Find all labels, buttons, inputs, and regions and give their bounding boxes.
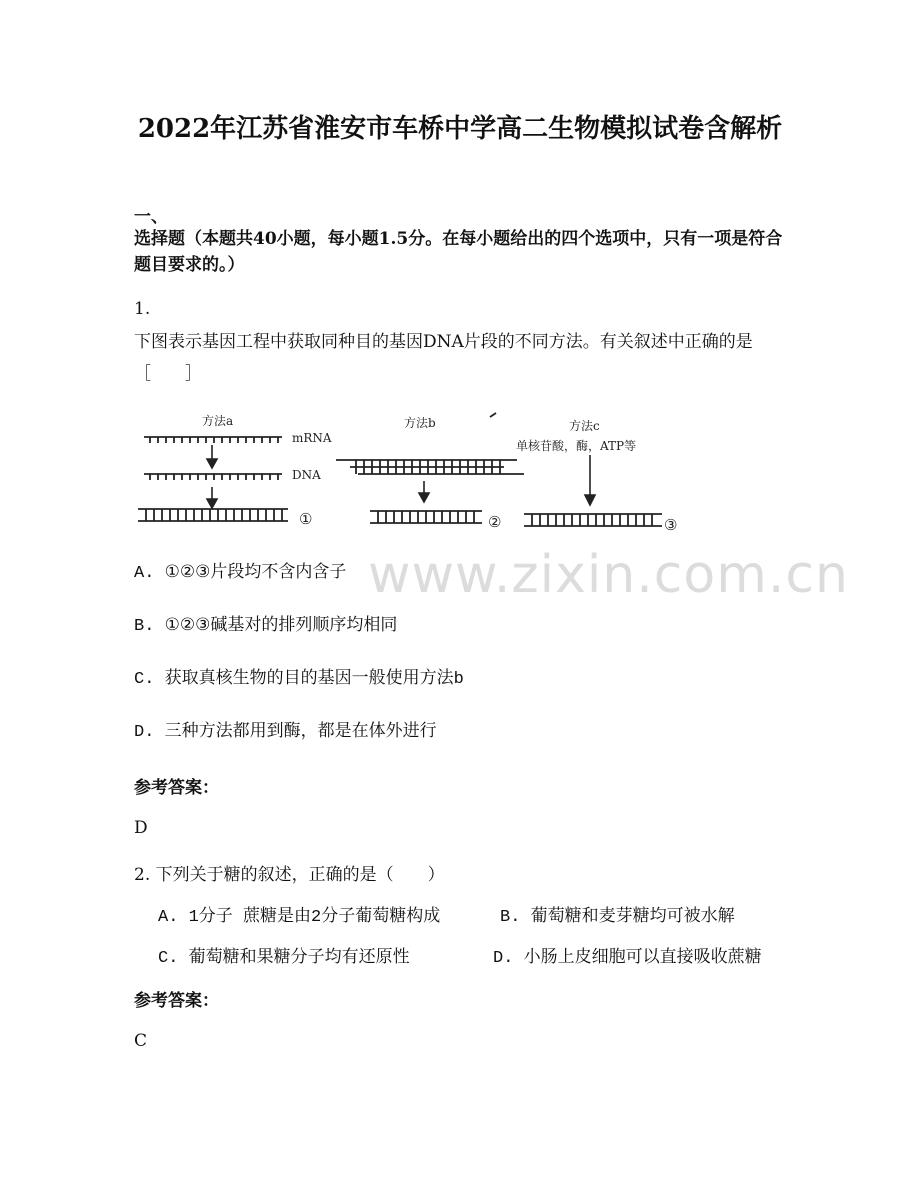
mark-3: ③ — [664, 516, 678, 534]
gene-method-diagram — [132, 405, 692, 545]
q1-option-b: B. ①②③碱基对的排列顺序均相同 — [134, 617, 398, 636]
q2-option-b: B. 葡萄糖和麦芽糖均可被水解 — [500, 908, 735, 927]
method-a-label: 方法a — [202, 414, 234, 428]
watermark: www.zixin.com.cn — [368, 545, 849, 605]
mark-2: ② — [488, 513, 502, 531]
question-1-number: 1. — [134, 299, 151, 319]
arrow-c-head — [585, 495, 595, 505]
q1-answer-label: 参考答案： — [134, 778, 219, 798]
arrow-a2-head — [207, 499, 217, 508]
q2-option-a: A. 1分子 蔗糖是由2分子葡萄糖构成 — [158, 908, 441, 927]
frag-b-end — [490, 413, 496, 417]
arrows — [207, 445, 595, 508]
section-instruction: 选择题（本题共40小题，每小题1.5分。在每小题给出的四个选项中，只有一项是符合题目要求的。） — [134, 229, 783, 275]
method-c-label: 方法c — [569, 419, 600, 433]
section-number: 一、 — [134, 207, 168, 227]
q2-answer-label: 参考答案： — [134, 991, 219, 1011]
mrna-label: mRNA — [292, 431, 332, 445]
q2-option-c: C. 葡萄糖和果糖分子均有还原性 — [158, 949, 410, 968]
method-b-label: 方法b — [404, 416, 436, 430]
question-1-stem: 下图表示基因工程中获取同种目的基因DNA片段的不同方法。有关叙述中正确的是［ ］ — [134, 332, 753, 384]
q1-option-a: A. ①②③片段均不含内含子 — [134, 564, 347, 583]
arrow-b-head — [419, 493, 429, 502]
reagents-label: 单核苷酸，酶，ATP等 — [516, 439, 637, 453]
arrow-a1-head — [207, 459, 217, 468]
mark-1: ① — [299, 510, 313, 528]
question-2-stem: 2. 下列关于糖的叙述，正确的是（ ） — [134, 865, 445, 885]
q1-answer: D — [134, 818, 148, 838]
dna-label: DNA — [292, 468, 321, 482]
q2-option-d: D. 小肠上皮细胞可以直接吸收蔗糖 — [493, 949, 762, 968]
q1-option-c: C. 获取真核生物的目的基因一般使用方法b — [134, 670, 464, 689]
q2-answer: C — [134, 1031, 148, 1051]
page-title: 2022年江苏省淮安市车桥中学高二生物模拟试卷含解析 — [137, 114, 783, 144]
q1-option-d: D. 三种方法都用到酶，都是在体外进行 — [134, 723, 437, 742]
